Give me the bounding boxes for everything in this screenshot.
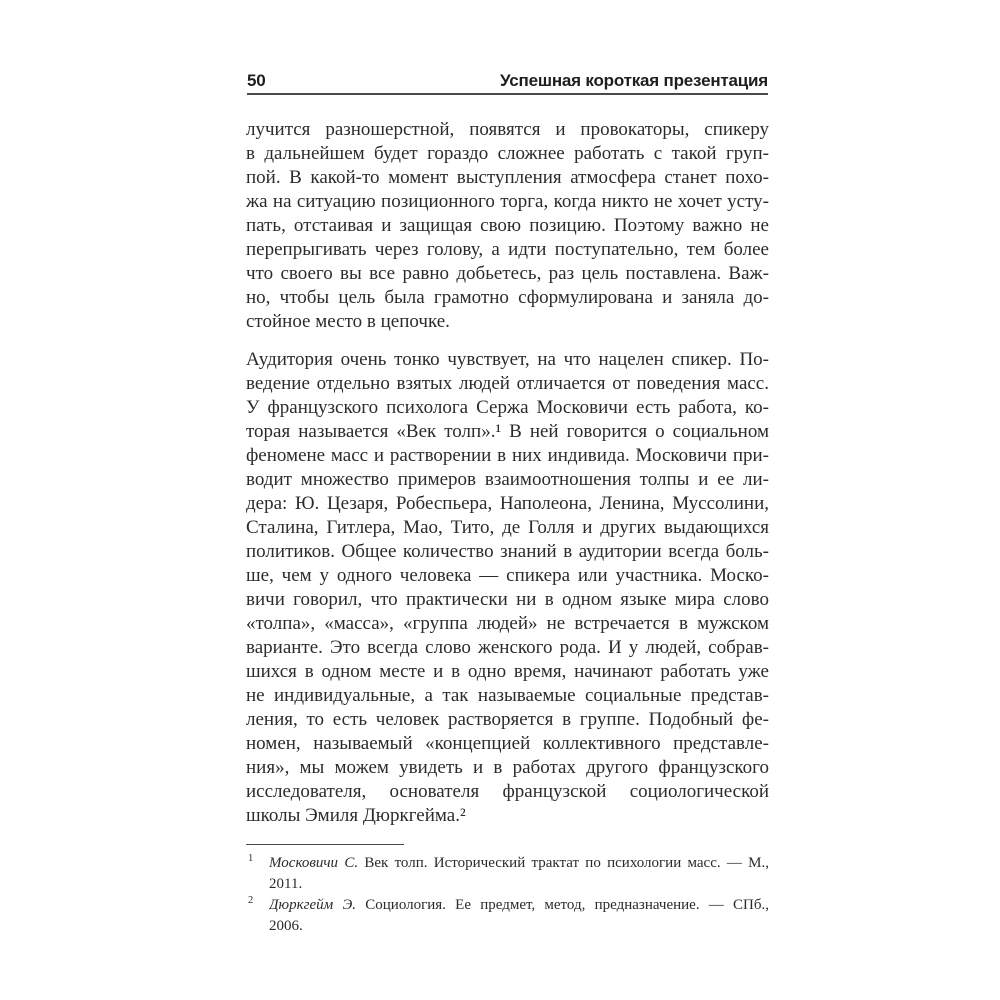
footnote-marker: 1 <box>248 853 254 864</box>
text-line: что своего вы все равно добьетесь, раз цель поставлена. Важ- <box>246 263 769 284</box>
text-line: не индивидуальные, а так называемые социальные представ- <box>246 685 769 706</box>
text-line: пой. В какой-то момент выступления атмосфера станет похо- <box>246 167 769 188</box>
footnote-text: Век толп. Исторический трактат по психологии масс. — М., <box>364 855 769 871</box>
text-line: шихся в одном месте и в одно время, начинают работать уже <box>246 661 769 682</box>
footnote-continuation: 2006. <box>269 918 303 934</box>
footnote-continuation: 2011. <box>269 876 303 892</box>
footnote-author: Московичи С. <box>269 855 359 871</box>
text-line: пать, отстаивая и защищая свою позицию. Поэтому важно не <box>246 215 769 236</box>
text-line: но, чтобы цель была грамотно сформулирована и заняла до- <box>246 287 769 308</box>
footnote <box>246 895 769 937</box>
text-line: исследователя, основателя французской социологической <box>246 781 769 802</box>
text-line: лучится разношерстной, появятся и провокаторы, спикеру <box>246 119 769 140</box>
paragraph <box>246 118 769 334</box>
footnotes-section <box>246 844 769 937</box>
text-line: водит множество примеров взаимоотношения толпы и ее ли- <box>246 469 769 490</box>
text-line: дера: Ю. Цезаря, Робеспьера, Наполеона, Ленина, Муссолини, <box>246 493 769 514</box>
paragraph <box>246 348 769 828</box>
text-line: ния», мы можем увидеть и в работах другого французского <box>246 757 769 778</box>
footnote-text: Социология. Ее предмет, метод, предназначение. — СПб., <box>365 897 769 913</box>
text-line: в дальнейшем будет гораздо сложнее работать с такой груп- <box>246 143 769 164</box>
text-line: номен, называемый «концепцией коллективного представле- <box>246 733 769 754</box>
text-line: перепрыгивать через голову, а идти поступательно, тем более <box>246 239 769 260</box>
footnote-line <box>269 895 769 916</box>
running-title: Успешная короткая презентация <box>499 71 768 90</box>
footnote <box>246 853 769 895</box>
text-line: феномене масс и растворении в них индивида. Московичи при- <box>246 445 769 466</box>
text-line: Аудитория очень тонко чувствует, на что нацелен спикер. По- <box>246 349 769 370</box>
footnote-separator-rule <box>246 844 404 845</box>
page-header <box>247 66 768 95</box>
page-number: 50 <box>247 71 266 90</box>
footnote-marker: 2 <box>248 895 254 906</box>
text-line: вичи говорил, что практически ни в одном языке мира слово <box>246 589 769 610</box>
text-line: стойное место в цепочке. <box>246 311 450 332</box>
text-line: торая называется «Век толп».¹ В ней говорится о социальном <box>246 421 769 442</box>
text-line: ведение отдельно взятых людей отличается от поведения масс. <box>246 373 769 394</box>
text-line: «толпа», «масса», «группа людей» не встречается в мужском <box>246 613 769 634</box>
text-line: школы Эмиля Дюркгейма.² <box>246 805 466 826</box>
footnote-author: Дюркгейм Э. <box>269 897 357 913</box>
text-line: Сталина, Гитлера, Мао, Тито, де Голля и других выдающихся <box>246 517 769 538</box>
text-line: жа на ситуацию позиционного торга, когда никто не хочет усту- <box>246 191 769 212</box>
footnote-line <box>269 853 769 874</box>
text-line: ления, то есть человек растворяется в группе. Подобный фе- <box>246 709 769 730</box>
text-line: ше, чем у одного человека — спикера или участника. Моско- <box>246 565 769 586</box>
body-text <box>246 118 769 828</box>
text-line: У французского психолога Сержа Московичи есть работа, ко- <box>246 397 769 418</box>
text-line: варианте. Это всегда слово женского рода. И у людей, собрав- <box>246 637 769 658</box>
text-line: политиков. Общее количество знаний в аудитории всегда боль- <box>246 541 769 562</box>
